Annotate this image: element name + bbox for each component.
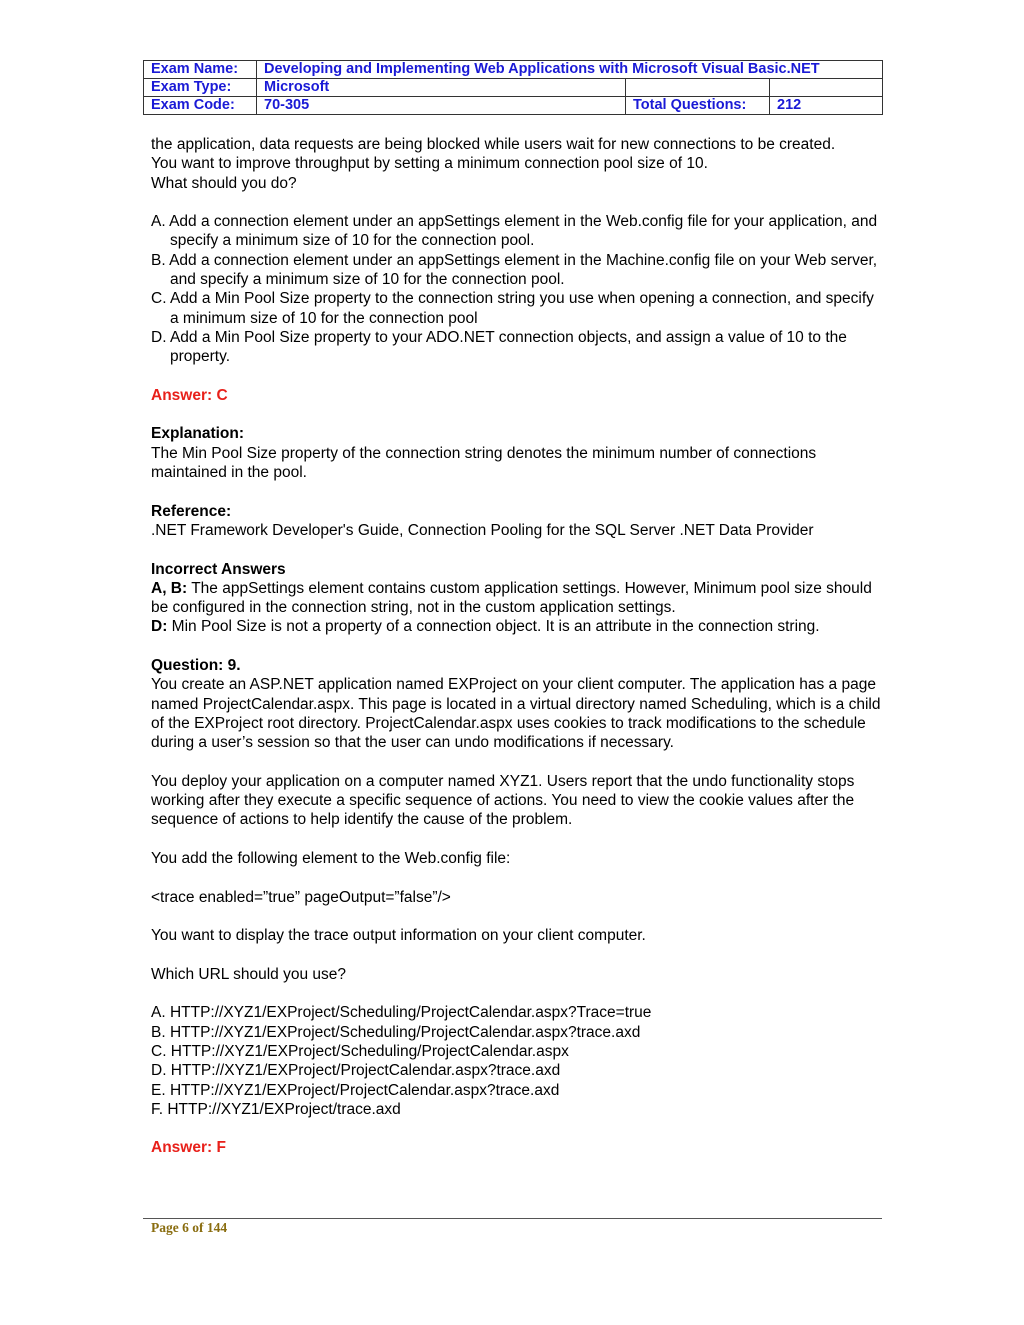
question-9-paragraph: You deploy your application on a computer named XYZ1. Users report that the undo functionality stops working after they execute a specific sequence of actions. You need to view the cookie values after the sequence of actions to help identify the cause of the problem. <box>151 772 855 829</box>
question-8-intro: the application, data requests are being blocked while users wait for new connections to be created. <box>151 136 836 153</box>
question-8-option-c: C. Add a Min Pool Size property to the connection string you use when opening a connection, and specify a minimum size of 10 for the connection pool <box>151 290 874 327</box>
question-9-option-c: C. HTTP://XYZ1/EXProject/Scheduling/ProjectCalendar.aspx <box>151 1042 569 1060</box>
empty-cell <box>770 79 883 97</box>
exam-code-row <box>144 97 883 115</box>
incorrect-answer-ab <box>151 579 881 618</box>
exam-code-label: Exam Code: <box>144 97 257 115</box>
question-8-option-d: D. Add a Min Pool Size property to your ADO.NET connection objects, and assign a value of 10 to the property. <box>151 328 847 366</box>
incorrect-answer-d-label: D: <box>151 618 168 636</box>
question-8-prompt: What should you do? <box>151 174 297 192</box>
total-questions-label: Total Questions: <box>626 97 770 115</box>
incorrect-answer-d <box>151 617 881 636</box>
question-9-option-f: F. HTTP://XYZ1/EXProject/trace.axd <box>151 1100 401 1118</box>
incorrect-answer-d-text: Min Pool Size is not a property of a connection object. It is an attribute in the connection string. <box>167 618 820 636</box>
exam-code-value: 70-305 <box>257 97 626 115</box>
reference-text: .NET Framework Developer's Guide, Connection Pooling for the SQL Server .NET Data Provider <box>151 521 814 539</box>
explanation-heading: Explanation: <box>151 425 245 443</box>
footer-divider <box>143 1218 882 1219</box>
empty-cell <box>626 79 770 97</box>
exam-header-table <box>143 60 883 115</box>
exam-name-row <box>144 61 883 79</box>
total-questions-value: 212 <box>770 97 883 115</box>
incorrect-answer-ab-label: A, B: <box>151 579 188 597</box>
reference-heading: Reference: <box>151 502 232 520</box>
question-9-paragraph: You add the following element to the Web.config file: <box>151 849 511 867</box>
question-8-option-b: B. Add a connection element under an appSettings element in the Machine.config file on your Web server, and specify a minimum size of 10 for the connection pool. <box>151 251 878 289</box>
question-9-code: <trace enabled=”true” pageOutput=”false”/> <box>151 888 451 906</box>
page-content <box>151 135 881 1158</box>
question-9-option-e: E. HTTP://XYZ1/EXProject/ProjectCalendar.aspx?trace.axd <box>151 1081 560 1099</box>
question-8-intro: You want to improve throughput by setting a minimum connection pool size of 10. <box>151 155 708 173</box>
question-9-option-d: D. HTTP://XYZ1/EXProject/ProjectCalendar.aspx?trace.axd <box>151 1062 561 1080</box>
question-9-option-b: B. HTTP://XYZ1/EXProject/Scheduling/ProjectCalendar.aspx?trace.axd <box>151 1023 641 1041</box>
incorrect-answers-heading: Incorrect Answers <box>151 560 286 578</box>
question-9-paragraph: You create an ASP.NET application named EXProject on your client computer. The application has a page named ProjectCalendar.aspx. This page is located in a virtual directory named Scheduling, which is a child of the EXProject root directory. ProjectCalendar.aspx uses cookies to track modifications to the schedule during a user’s session so that the user can undo modifications if necessary. <box>151 676 881 752</box>
question-9-option-a: A. HTTP://XYZ1/EXProject/Scheduling/ProjectCalendar.aspx?Trace=true <box>151 1004 652 1022</box>
question-9-answer: Answer: F <box>151 1139 226 1157</box>
exam-name-value: Developing and Implementing Web Applications with Microsoft Visual Basic.NET <box>257 61 883 79</box>
incorrect-answer-ab-text: The appSettings element contains custom application settings. However, Minimum pool size should be configured in the connection string, not in the custom application settings. <box>151 579 872 617</box>
exam-name-label: Exam Name: <box>144 61 257 79</box>
exam-type-value: Microsoft <box>257 79 626 97</box>
question-8-answer: Answer: C <box>151 386 228 404</box>
explanation-text: The Min Pool Size property of the connection string denotes the minimum number of connections maintained in the pool. <box>151 444 817 482</box>
page-number: Page 6 of 144 <box>151 1220 228 1235</box>
question-9-paragraph: You want to display the trace output information on your client computer. <box>151 927 646 945</box>
question-9-heading: Question: 9. <box>151 657 241 675</box>
exam-type-row <box>144 79 883 97</box>
exam-type-label: Exam Type: <box>144 79 257 97</box>
question-9-prompt: Which URL should you use? <box>151 965 346 983</box>
question-8-option-a: A. Add a connection element under an appSettings element in the Web.config file for your application, and specify a minimum size of 10 for the connection pool. <box>151 213 878 250</box>
